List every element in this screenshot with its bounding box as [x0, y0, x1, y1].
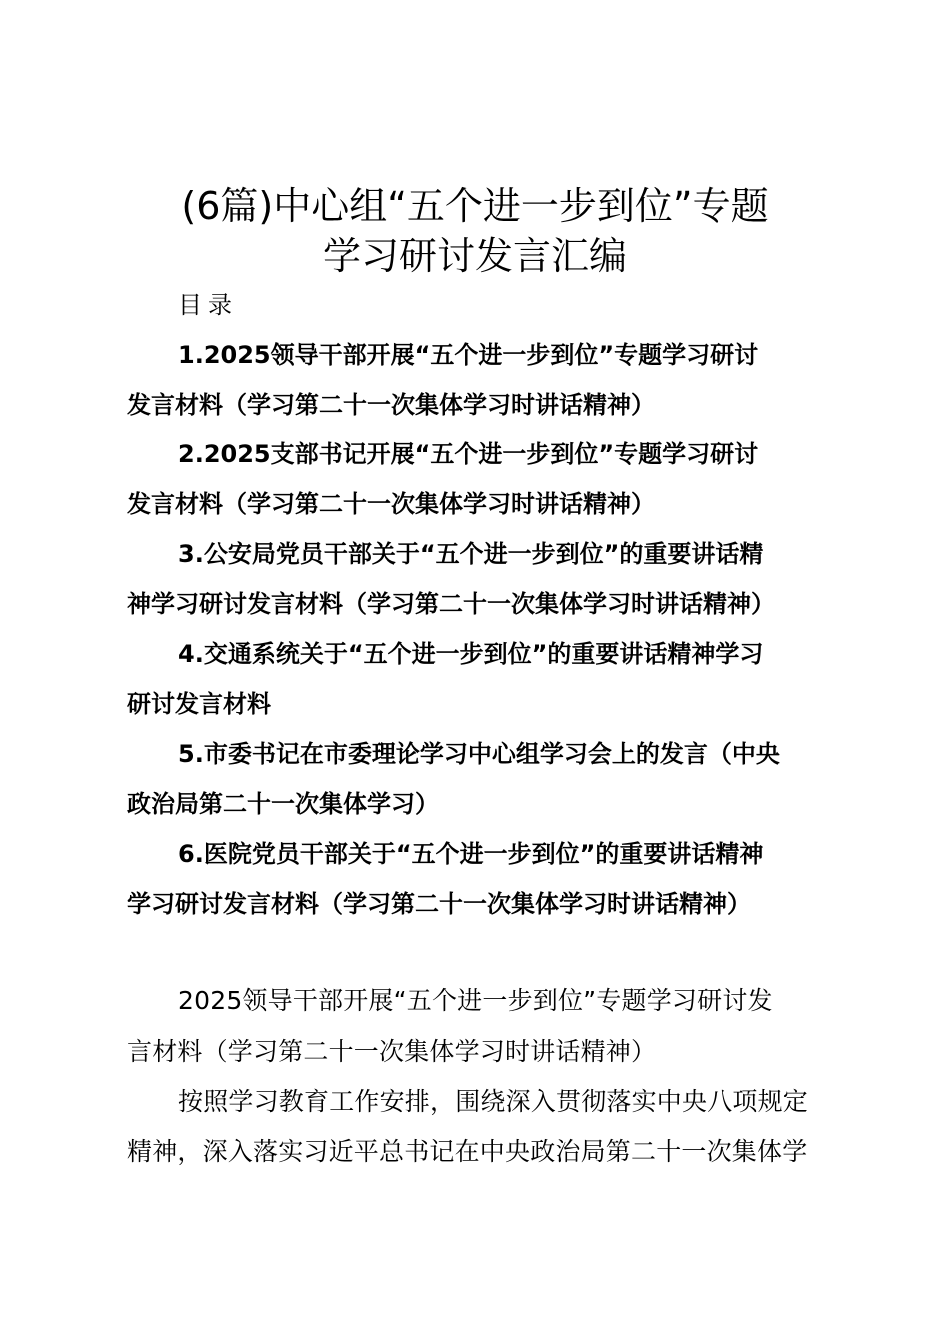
toc-item-4-line-1: 4.交通系统关于“五个进一步到位”的重要讲话精神学习 [178, 640, 764, 668]
toc-item-6-line-2: 学习研讨发言材料（学习第二十一次集体学习时讲话精神） [127, 890, 751, 918]
document-title-line-2: 学习研讨发言汇编 [322, 234, 627, 278]
toc-item-3-line-1: 3.公安局党员干部关于“五个进一步到位”的重要讲话精 [178, 540, 764, 568]
toc-item-1-line-2: 发言材料（学习第二十一次集体学习时讲话精神） [127, 391, 655, 419]
article-heading-line-1: 2025领导干部开展“五个进一步到位”专题学习研讨发 [178, 986, 773, 1015]
article-paragraph-line-2: 精神，深入落实习近平总书记在中央政治局第二十一次集体学 [127, 1137, 808, 1166]
toc-item-4-line-2: 研讨发言材料 [127, 690, 271, 718]
toc-item-3-line-2: 神学习研讨发言材料（学习第二十一次集体学习时讲话精神） [127, 590, 775, 618]
document-title-line-1: (6篇)中心组“五个进一步到位”专题 [181, 184, 769, 228]
toc-item-6-line-1: 6.医院党员干部关于“五个进一步到位”的重要讲话精神 [178, 840, 764, 868]
article-paragraph-line-1: 按照学习教育工作安排，围绕深入贯彻落实中央八项规定 [178, 1087, 809, 1116]
toc-item-1-line-1: 1.2025领导干部开展“五个进一步到位”专题学习研讨 [178, 341, 759, 369]
toc-item-2-line-1: 2.2025支部书记开展“五个进一步到位”专题学习研讨 [178, 440, 759, 468]
article-heading-line-2: 言材料（学习第二十一次集体学习时讲话精神） [127, 1037, 657, 1066]
toc-item-5-line-1: 5.市委书记在市委理论学习中心组学习会上的发言（中央 [178, 740, 780, 768]
toc-heading: 目录 [178, 291, 238, 319]
toc-item-5-line-2: 政治局第二十一次集体学习） [127, 790, 439, 818]
toc-item-2-line-2: 发言材料（学习第二十一次集体学习时讲话精神） [127, 490, 655, 518]
